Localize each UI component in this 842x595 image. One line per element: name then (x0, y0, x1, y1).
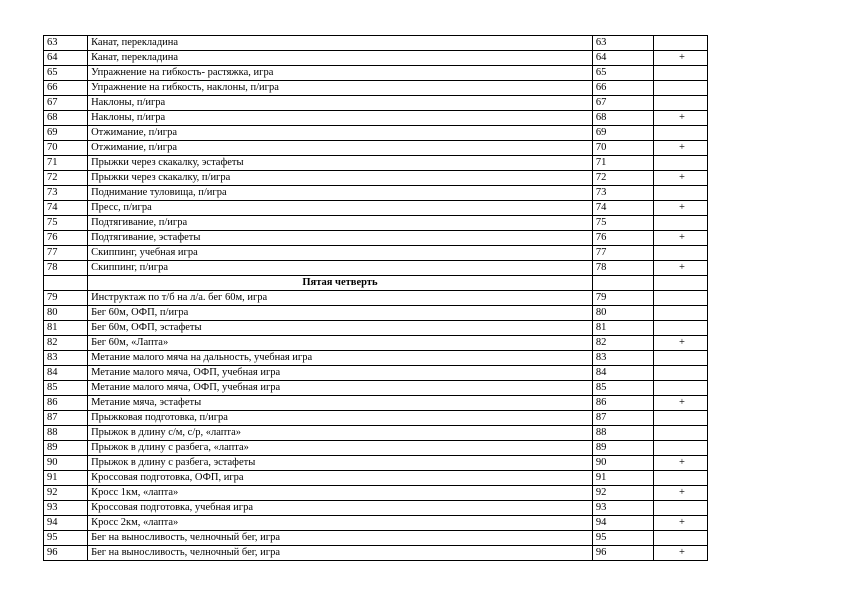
mark-cell (653, 441, 707, 456)
lesson-number-cell: 96 (592, 546, 653, 561)
mark-cell: + (653, 456, 707, 471)
topic-cell: Наклоны, п/игра (88, 111, 593, 126)
topic-cell: Бег 60м, ОФП, п/игра (88, 306, 593, 321)
table-row (44, 411, 708, 426)
section-title: Пятая четверть (88, 276, 593, 291)
mark-cell (653, 426, 707, 441)
topic-cell: Скиппинг, учебная игра (88, 246, 593, 261)
lesson-number-cell: 95 (592, 531, 653, 546)
table-row (44, 306, 708, 321)
mark-cell (653, 306, 707, 321)
mark-cell: + (653, 171, 707, 186)
row-number-cell: 88 (44, 426, 88, 441)
mark-cell (653, 126, 707, 141)
lesson-number-cell: 88 (592, 426, 653, 441)
row-number-cell: 89 (44, 441, 88, 456)
row-number-cell: 71 (44, 156, 88, 171)
mark-cell: + (653, 51, 707, 66)
row-number-cell: 70 (44, 141, 88, 156)
row-number-cell: 68 (44, 111, 88, 126)
row-number-cell: 87 (44, 411, 88, 426)
lesson-number-cell: 81 (592, 321, 653, 336)
topic-cell: Кроссовая подготовка, ОФП, игра (88, 471, 593, 486)
row-number-cell: 86 (44, 396, 88, 411)
section-row (44, 276, 708, 291)
lesson-number-cell: 83 (592, 351, 653, 366)
topic-cell: Упражнение на гибкость, наклоны, п/игра (88, 81, 593, 96)
topic-cell: Подтягивание, п/игра (88, 216, 593, 231)
topic-cell: Подтягивание, эстафеты (88, 231, 593, 246)
empty-cell (592, 276, 653, 291)
mark-cell (653, 291, 707, 306)
lesson-plan-body (44, 36, 708, 561)
lesson-number-cell: 77 (592, 246, 653, 261)
topic-cell: Отжимание, п/игра (88, 126, 593, 141)
topic-cell: Метание мяча, эстафеты (88, 396, 593, 411)
table-row (44, 516, 708, 531)
topic-cell: Прыжок в длину с/м, с/р, «лапта» (88, 426, 593, 441)
lesson-number-cell: 73 (592, 186, 653, 201)
empty-cell (44, 276, 88, 291)
lesson-number-cell: 74 (592, 201, 653, 216)
topic-cell: Поднимание туловища, п/игра (88, 186, 593, 201)
lesson-number-cell: 80 (592, 306, 653, 321)
mark-cell (653, 96, 707, 111)
table-row (44, 351, 708, 366)
lesson-number-cell: 65 (592, 66, 653, 81)
topic-cell: Кросс 1км, «лапта» (88, 486, 593, 501)
lesson-number-cell: 66 (592, 81, 653, 96)
row-number-cell: 78 (44, 261, 88, 276)
mark-cell (653, 366, 707, 381)
table-row (44, 336, 708, 351)
row-number-cell: 90 (44, 456, 88, 471)
row-number-cell: 72 (44, 171, 88, 186)
empty-cell (653, 276, 707, 291)
row-number-cell: 69 (44, 126, 88, 141)
mark-cell (653, 36, 707, 51)
table-row (44, 36, 708, 51)
row-number-cell: 91 (44, 471, 88, 486)
mark-cell (653, 471, 707, 486)
mark-cell (653, 411, 707, 426)
table-row (44, 366, 708, 381)
lesson-plan-table (43, 35, 708, 561)
topic-cell: Прыжок в длину с разбега, «лапта» (88, 441, 593, 456)
mark-cell: + (653, 111, 707, 126)
table-row (44, 66, 708, 81)
row-number-cell: 81 (44, 321, 88, 336)
row-number-cell: 80 (44, 306, 88, 321)
mark-cell (653, 246, 707, 261)
lesson-number-cell: 70 (592, 141, 653, 156)
row-number-cell: 74 (44, 201, 88, 216)
row-number-cell: 66 (44, 81, 88, 96)
mark-cell (653, 66, 707, 81)
topic-cell: Прыжковая подготовка, п/игра (88, 411, 593, 426)
table-row (44, 96, 708, 111)
table-row (44, 531, 708, 546)
mark-cell: + (653, 201, 707, 216)
lesson-number-cell: 84 (592, 366, 653, 381)
row-number-cell: 96 (44, 546, 88, 561)
row-number-cell: 77 (44, 246, 88, 261)
topic-cell: Прыжок в длину с разбега, эстафеты (88, 456, 593, 471)
lesson-number-cell: 75 (592, 216, 653, 231)
table-row (44, 186, 708, 201)
row-number-cell: 65 (44, 66, 88, 81)
mark-cell: + (653, 231, 707, 246)
topic-cell: Кроссовая подготовка, учебная игра (88, 501, 593, 516)
mark-cell (653, 501, 707, 516)
lesson-number-cell: 78 (592, 261, 653, 276)
topic-cell: Метание малого мяча, ОФП, учебная игра (88, 366, 593, 381)
mark-cell (653, 531, 707, 546)
topic-cell: Бег 60м, ОФП, эстафеты (88, 321, 593, 336)
mark-cell: + (653, 261, 707, 276)
mark-cell: + (653, 546, 707, 561)
row-number-cell: 85 (44, 381, 88, 396)
table-row (44, 381, 708, 396)
row-number-cell: 73 (44, 186, 88, 201)
topic-cell: Инструктаж по т/б на л/а. бег 60м, игра (88, 291, 593, 306)
topic-cell: Бег 60м, «Лапта» (88, 336, 593, 351)
mark-cell (653, 156, 707, 171)
topic-cell: Скиппинг, п/игра (88, 261, 593, 276)
mark-cell: + (653, 516, 707, 531)
mark-cell (653, 216, 707, 231)
mark-cell: + (653, 141, 707, 156)
lesson-number-cell: 93 (592, 501, 653, 516)
table-row (44, 246, 708, 261)
mark-cell (653, 351, 707, 366)
topic-cell: Отжимание, п/игра (88, 141, 593, 156)
row-number-cell: 83 (44, 351, 88, 366)
table-row (44, 441, 708, 456)
topic-cell: Упражнение на гибкость- растяжка, игра (88, 66, 593, 81)
table-row (44, 156, 708, 171)
table-row (44, 426, 708, 441)
lesson-number-cell: 67 (592, 96, 653, 111)
table-row (44, 201, 708, 216)
topic-cell: Метание малого мяча, ОФП, учебная игра (88, 381, 593, 396)
topic-cell: Бег на выносливость, челночный бег, игра (88, 531, 593, 546)
lesson-number-cell: 90 (592, 456, 653, 471)
table-row (44, 291, 708, 306)
lesson-number-cell: 71 (592, 156, 653, 171)
table-row (44, 81, 708, 96)
row-number-cell: 67 (44, 96, 88, 111)
row-number-cell: 75 (44, 216, 88, 231)
lesson-number-cell: 86 (592, 396, 653, 411)
topic-cell: Пресс, п/игра (88, 201, 593, 216)
table-row (44, 141, 708, 156)
topic-cell: Бег на выносливость, челночный бег, игра (88, 546, 593, 561)
lesson-number-cell: 72 (592, 171, 653, 186)
table-row (44, 261, 708, 276)
topic-cell: Прыжки через скакалку, п/игра (88, 171, 593, 186)
row-number-cell: 63 (44, 36, 88, 51)
row-number-cell: 93 (44, 501, 88, 516)
topic-cell: Канат, перекладина (88, 51, 593, 66)
row-number-cell: 76 (44, 231, 88, 246)
lesson-number-cell: 91 (592, 471, 653, 486)
mark-cell (653, 381, 707, 396)
table-row (44, 171, 708, 186)
lesson-number-cell: 68 (592, 111, 653, 126)
lesson-number-cell: 79 (592, 291, 653, 306)
table-row (44, 231, 708, 246)
lesson-number-cell: 76 (592, 231, 653, 246)
lesson-number-cell: 85 (592, 381, 653, 396)
table-row (44, 396, 708, 411)
lesson-number-cell: 94 (592, 516, 653, 531)
topic-cell: Канат, перекладина (88, 36, 593, 51)
table-row (44, 486, 708, 501)
row-number-cell: 79 (44, 291, 88, 306)
mark-cell (653, 186, 707, 201)
lesson-number-cell: 87 (592, 411, 653, 426)
lesson-number-cell: 69 (592, 126, 653, 141)
mark-cell: + (653, 396, 707, 411)
table-row (44, 321, 708, 336)
table-row (44, 111, 708, 126)
mark-cell: + (653, 486, 707, 501)
row-number-cell: 94 (44, 516, 88, 531)
table-row (44, 51, 708, 66)
topic-cell: Кросс 2км, «лапта» (88, 516, 593, 531)
table-row (44, 126, 708, 141)
table-row (44, 546, 708, 561)
row-number-cell: 84 (44, 366, 88, 381)
mark-cell (653, 81, 707, 96)
mark-cell: + (653, 336, 707, 351)
row-number-cell: 92 (44, 486, 88, 501)
lesson-number-cell: 92 (592, 486, 653, 501)
lesson-number-cell: 63 (592, 36, 653, 51)
table-row (44, 501, 708, 516)
table-row (44, 456, 708, 471)
row-number-cell: 82 (44, 336, 88, 351)
mark-cell (653, 321, 707, 336)
table-row (44, 471, 708, 486)
topic-cell: Прыжки через скакалку, эстафеты (88, 156, 593, 171)
table-row (44, 216, 708, 231)
topic-cell: Наклоны, п/игра (88, 96, 593, 111)
row-number-cell: 95 (44, 531, 88, 546)
row-number-cell: 64 (44, 51, 88, 66)
topic-cell: Метание малого мяча на дальность, учебная игра (88, 351, 593, 366)
lesson-number-cell: 64 (592, 51, 653, 66)
lesson-number-cell: 82 (592, 336, 653, 351)
lesson-number-cell: 89 (592, 441, 653, 456)
